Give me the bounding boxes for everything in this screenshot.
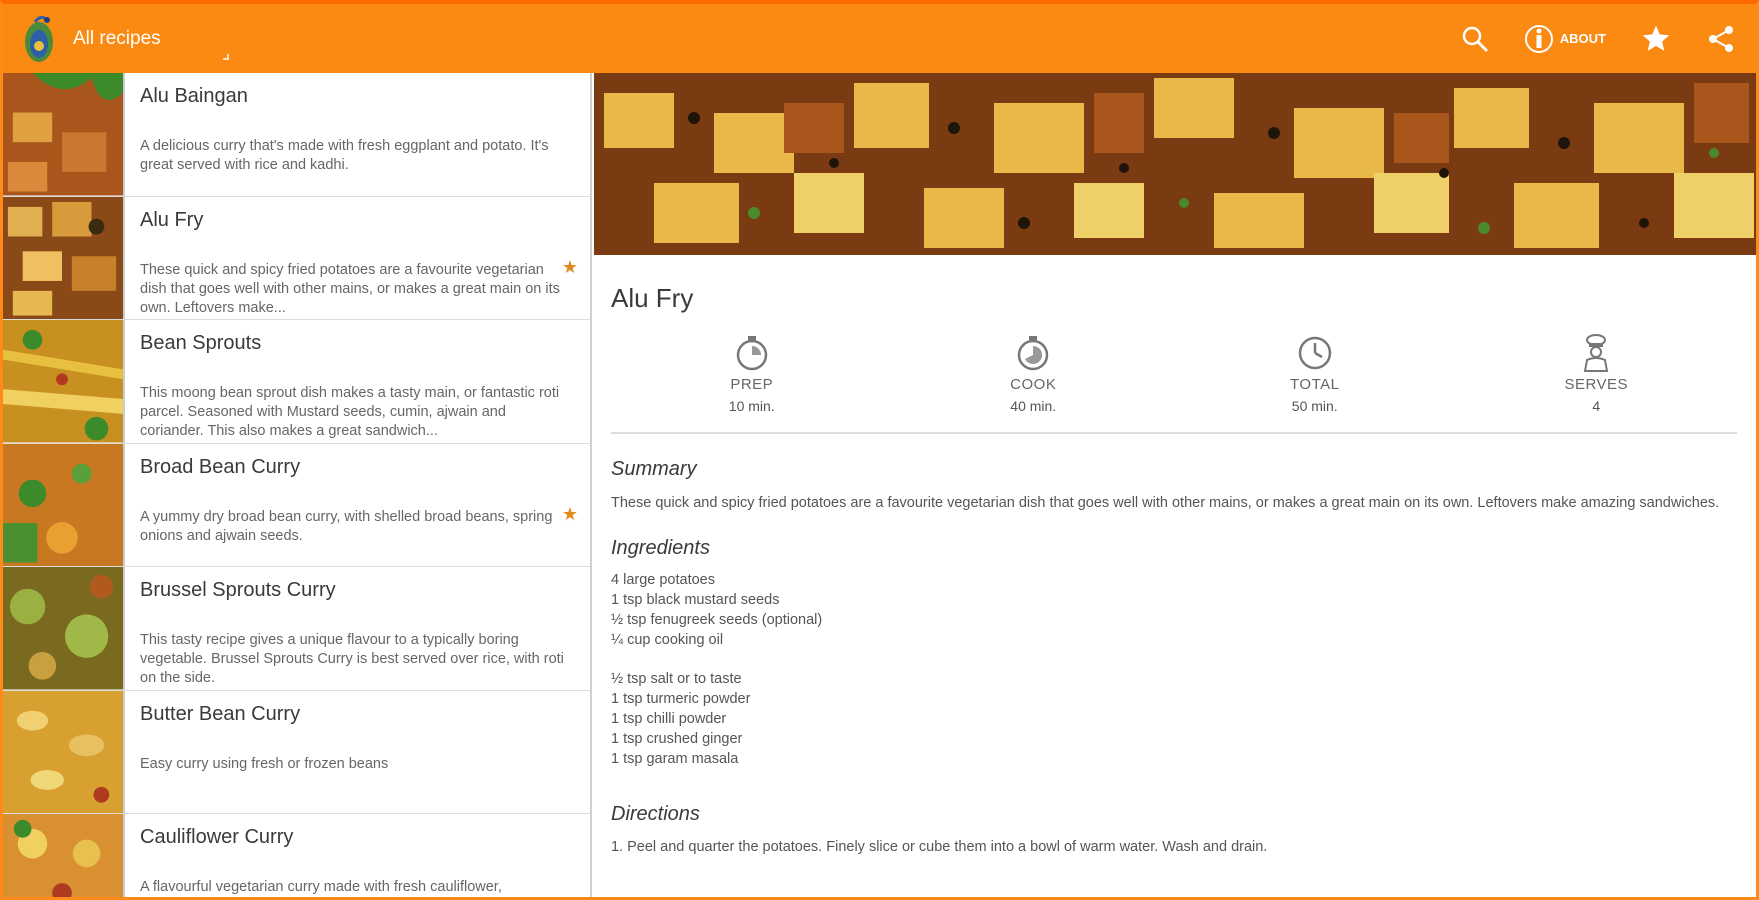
recipe-name: Broad Bean Curry: [140, 455, 301, 478]
recipe-thumbnail: [3, 320, 125, 443]
recipe-item-broad-bean-curry[interactable]: [3, 444, 590, 568]
recipe-stats: [611, 332, 1737, 434]
timer-icon: [1014, 334, 1052, 372]
recipe-description: A yummy dry broad bean curry, with shelled broad beans, spring onions and ajwain seeds.: [140, 508, 553, 544]
ingredients-heading: Ingredients: [611, 537, 710, 559]
recipe-name: Butter Bean Curry: [140, 702, 301, 725]
recipe-thumbnail: [3, 567, 125, 690]
ingredient-item: ½ tsp salt or to taste: [611, 671, 742, 687]
recipe-description: These quick and spicy fried potatoes are a favourite vegetarian dish that goes well with other mains, or makes a great main on its own. Leftovers make...: [140, 261, 560, 316]
ingredient-item: 1 tsp turmeric powder: [611, 691, 751, 707]
recipe-description: A flavourful vegetarian curry made with fresh cauliflower,: [140, 879, 502, 895]
direction-step: 1. Peel and quarter the potatoes. Finely slice or cube them into a bowl of warm water. Wash and drain.: [611, 839, 1268, 855]
recipe-item-alu-baingan[interactable]: [3, 73, 590, 197]
search-button[interactable]: [1460, 24, 1490, 54]
recipe-item-brussel-sprouts-curry[interactable]: [3, 567, 590, 691]
chef-icon: [1579, 333, 1613, 373]
ingredient-item: 4 large potatoes: [611, 572, 715, 588]
stat-label: COOK: [1010, 376, 1057, 393]
recipe-title: Alu Fry: [611, 283, 694, 313]
ingredient-item: 1 tsp black mustard seeds: [611, 592, 780, 608]
recipe-name: Bean Sprouts: [140, 332, 262, 354]
star-icon: [1640, 23, 1672, 55]
clock-icon: [1296, 334, 1334, 372]
stat-value: 4: [1592, 398, 1601, 414]
recipe-thumbnail: [3, 73, 125, 196]
recipe-description: A delicious curry that's made with fresh eggplant and potato. It's great served with rice and kadhi.: [140, 138, 549, 173]
summary-heading: Summary: [611, 458, 697, 480]
about-label: ABOUT: [1559, 31, 1606, 46]
recipe-list[interactable]: [3, 73, 592, 900]
share-button[interactable]: [1706, 24, 1736, 54]
search-icon: [1460, 24, 1490, 54]
stat-prep: [611, 332, 893, 414]
stat-value: 40 min.: [1010, 398, 1057, 414]
recipe-item-alu-fry[interactable]: [3, 197, 590, 321]
recipe-name: Cauliflower Curry: [140, 826, 294, 848]
recipe-thumbnail: [3, 197, 125, 320]
summary-text: These quick and spicy fried potatoes are a favourite vegetarian dish that goes well with other mains, or makes a great main on its own. Leftovers make amazing sandwiches.: [611, 495, 1720, 511]
favorite-star-icon[interactable]: ★: [561, 256, 578, 277]
recipe-thumbnail: [3, 814, 125, 900]
stat-label: TOTAL: [1290, 376, 1340, 393]
ingredient-item: ½ tsp fenugreek seeds (optional): [611, 612, 823, 628]
recipe-thumbnail: [3, 691, 125, 814]
directions-heading: Directions: [611, 803, 700, 825]
app-title[interactable]: All recipes: [73, 27, 161, 49]
about-button[interactable]: [1524, 22, 1606, 56]
recipe-name: Brussel Sprouts Curry: [140, 579, 336, 601]
recipe-item-bean-sprouts[interactable]: [3, 320, 590, 444]
recipe-description: Easy curry using fresh or frozen beans: [140, 755, 389, 772]
stopwatch-icon: [733, 334, 771, 372]
stat-label: PREP: [730, 376, 774, 393]
peacock-logo[interactable]: [17, 12, 59, 66]
ingredient-item: ¼ cup cooking oil: [611, 632, 724, 648]
recipe-thumbnail: [3, 444, 125, 567]
recipe-name: Alu Fry: [140, 208, 204, 231]
favorite-star-icon[interactable]: ★: [561, 503, 578, 524]
recipe-item-cauliflower-curry[interactable]: [3, 814, 590, 900]
ingredient-item: 1 tsp crushed ginger: [611, 731, 743, 747]
recipe-description: This tasty recipe gives a unique flavour to a typically boring vegetable. Brussel Sprouts Curry is best served over rice, with roti on the side.: [140, 632, 564, 686]
stat-value: 10 min.: [728, 398, 775, 414]
ingredients-list: [611, 570, 1759, 769]
share-icon: [1706, 24, 1736, 54]
stat-label: SERVES: [1564, 376, 1629, 393]
recipe-detail[interactable]: [594, 73, 1759, 900]
recipe-item-butter-bean-curry[interactable]: [3, 691, 590, 815]
ingredient-spacer: [611, 650, 1759, 669]
ingredient-item: 1 tsp garam masala: [611, 751, 739, 767]
toolbar-actions: [1460, 4, 1736, 73]
favorite-button[interactable]: [1640, 23, 1672, 55]
stat-cook: [893, 332, 1175, 414]
recipe-name: Alu Baingan: [140, 85, 248, 107]
stat-serves: [1456, 332, 1738, 414]
app-bar: [3, 4, 1756, 73]
dropdown-caret-icon[interactable]: [223, 54, 229, 60]
stat-total: [1174, 332, 1456, 414]
ingredient-item: 1 tsp chilli powder: [611, 711, 727, 727]
recipe-hero-image: [594, 73, 1759, 255]
stat-value: 50 min.: [1291, 398, 1338, 414]
info-icon: [1524, 22, 1554, 56]
recipe-description: This moong bean sprout dish makes a tasty main, or fantastic roti parcel. Seasoned with Mustard seeds, cumin, ajwain and coriander. This also makes a great sandwich...: [140, 385, 560, 439]
